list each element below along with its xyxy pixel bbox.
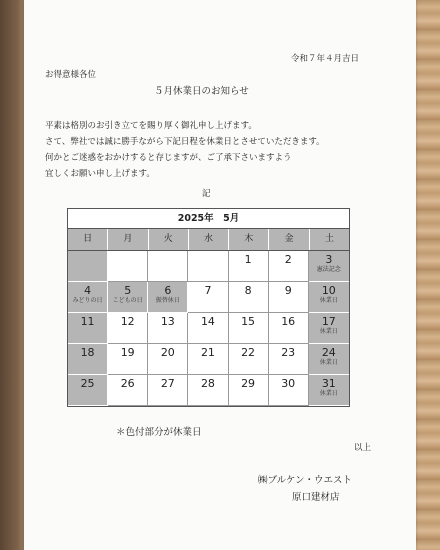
- notice-document: [24, 0, 416, 550]
- day-number: [188, 251, 227, 254]
- calendar-day: [269, 375, 309, 406]
- calendar-day: [188, 344, 228, 375]
- calendar-day-closed: [309, 251, 349, 282]
- calendar-day: [148, 375, 188, 406]
- day-number: 6: [164, 284, 172, 297]
- calendar-day-closed: [309, 282, 349, 313]
- day-number: 18: [80, 346, 95, 359]
- weekday-row: [68, 229, 349, 251]
- day-number: 30: [281, 377, 296, 390]
- ki-label: 記: [202, 189, 211, 199]
- notice-title: ５月休業日のお知らせ: [154, 86, 249, 97]
- calendar-day: [229, 251, 269, 282]
- day-number: 31: [321, 377, 336, 390]
- calendar-day-closed: [68, 251, 108, 282]
- calendar-day: [188, 282, 228, 313]
- calendar-day: [108, 375, 148, 406]
- calendar-day-closed: [309, 344, 349, 375]
- legend-note: ＊色付部分が休業日: [116, 427, 202, 438]
- day-number: 9: [284, 284, 292, 297]
- calendar-day-closed: [68, 313, 108, 344]
- day-number: 12: [120, 315, 135, 328]
- calendar-day: [148, 251, 188, 282]
- closing-mark: 以上: [354, 443, 372, 453]
- day-number: 26: [120, 377, 135, 390]
- body-line: さて、弊社では誠に勝手ながら下記日程を休業日とさせていただきます。: [45, 137, 325, 147]
- day-number: 17: [321, 315, 336, 328]
- calendar-header: 2025年 5月: [68, 209, 349, 229]
- day-number: 10: [321, 284, 336, 297]
- calendar-day: [188, 313, 228, 344]
- weekday-sun: 日: [68, 229, 108, 250]
- day-number: 28: [200, 377, 215, 390]
- day-number: [108, 251, 147, 254]
- calendar-day: [108, 313, 148, 344]
- calendar-day: [269, 251, 309, 282]
- day-number: 1: [244, 253, 252, 266]
- day-number: [148, 251, 187, 254]
- calendar-day-closed: [108, 282, 148, 313]
- body-line: 宜しくお願い申し上げます。: [45, 169, 155, 179]
- calendar-day: [269, 313, 309, 344]
- calendar-grid: [68, 251, 349, 406]
- day-number: 2: [284, 253, 292, 266]
- issue-date: 令和７年４月吉日: [291, 54, 360, 64]
- branch-name: 原口建材店: [292, 492, 340, 503]
- holiday-label: 休業日: [319, 297, 338, 305]
- holiday-label: 憲法記念: [316, 266, 341, 274]
- day-number: 14: [200, 315, 215, 328]
- calendar-day-closed: [309, 375, 349, 406]
- calendar-day-closed: [309, 313, 349, 344]
- day-number: 24: [321, 346, 336, 359]
- day-number: 22: [241, 346, 256, 359]
- holiday-label: こどもの日: [112, 297, 143, 305]
- weekday-wed: 水: [189, 229, 229, 250]
- day-number: 23: [281, 346, 296, 359]
- calendar-day: [108, 251, 148, 282]
- day-number: 25: [80, 377, 95, 390]
- body-line: 何かとご迷惑をおかけすると存じますが、ご了承下さいますよう: [45, 153, 292, 163]
- day-number: 16: [281, 315, 296, 328]
- day-number: 4: [84, 284, 92, 297]
- holiday-calendar: [67, 208, 350, 407]
- calendar-day: [229, 375, 269, 406]
- addressee: お得意様各位: [45, 70, 97, 80]
- day-number: 19: [120, 346, 135, 359]
- holiday-label: 休業日: [319, 390, 338, 398]
- weekday-mon: 月: [108, 229, 148, 250]
- day-number: 29: [241, 377, 256, 390]
- weekday-fri: 金: [269, 229, 309, 250]
- holiday-label: 休業日: [319, 359, 338, 367]
- weekday-thu: 木: [229, 229, 269, 250]
- day-number: 21: [200, 346, 215, 359]
- calendar-day: [229, 282, 269, 313]
- calendar-day: [148, 313, 188, 344]
- calendar-day-closed: [68, 344, 108, 375]
- day-number: 7: [204, 284, 212, 297]
- day-number: 3: [325, 253, 333, 266]
- calendar-day: [188, 251, 228, 282]
- calendar-day: [269, 282, 309, 313]
- calendar-day-closed: [68, 282, 108, 313]
- calendar-day: [229, 344, 269, 375]
- day-number: 5: [124, 284, 132, 297]
- holiday-label: 振替休日: [155, 297, 180, 305]
- day-number: 20: [160, 346, 175, 359]
- calendar-day: [188, 375, 228, 406]
- calendar-day-closed: [148, 282, 188, 313]
- day-number: 15: [241, 315, 256, 328]
- holiday-label: 休業日: [319, 328, 338, 336]
- holiday-label: みどりの日: [72, 297, 103, 305]
- day-number: 27: [160, 377, 175, 390]
- body-line: 平素は格別のお引き立てを賜り厚く御礼申し上げます。: [45, 121, 257, 131]
- calendar-day-closed: [68, 375, 108, 406]
- company-name: ㈱ブルケン・ウエスト: [258, 475, 352, 486]
- weekday-tue: 火: [149, 229, 189, 250]
- calendar-day: [108, 344, 148, 375]
- calendar-day: [148, 344, 188, 375]
- day-number: 13: [160, 315, 175, 328]
- weekday-sat: 土: [324, 234, 334, 244]
- calendar-day: [269, 344, 309, 375]
- calendar-day: [229, 313, 269, 344]
- day-number: 8: [244, 284, 252, 297]
- wood-background: [414, 0, 440, 550]
- day-number: [68, 251, 107, 254]
- day-number: 11: [80, 315, 95, 328]
